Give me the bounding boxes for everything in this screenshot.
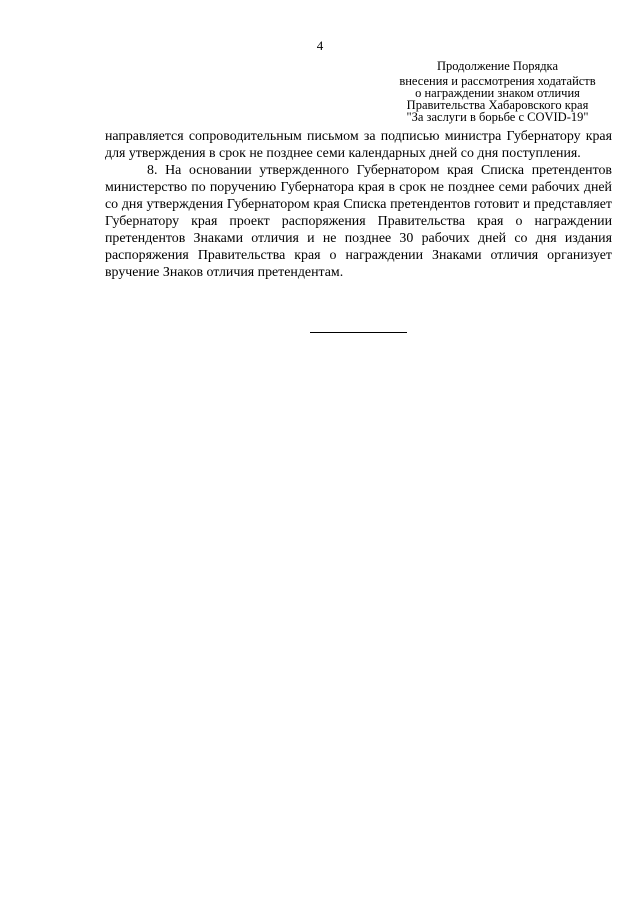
header-line: Правительства Хабаровского края [406, 98, 589, 112]
header-line: Продолжение Порядка [437, 59, 558, 73]
header-line: "За заслуги в борьбе с COVID-19" [406, 110, 589, 124]
paragraph-continuation: направляется сопроводительным письмом за подписью министра Губернатору края для утверждения в срок не позднее семи календарных дней со дня поступления. [105, 129, 612, 161]
page-number: 4 [316, 38, 324, 53]
end-separator-line [310, 332, 407, 333]
paragraph-8: 8. На основании утвержденного Губернатором края Списка претендентов министерство по поручению Губернатора края в срок не позднее семи рабочих дней со дня утверждения Губернатором края Списка претендентов готовит и представляет Губернатору края проект распоряжения Правительства края о награждении претендентов Знаками отличия и не позднее 30 рабочих дней со дня издания распоряжения Правительства края о награждении Знаками отличия организует вручение Знаков отличия претендентам. [105, 163, 612, 280]
header-line: внесения и рассмотрения ходатайств [399, 74, 596, 88]
document-header [385, 60, 610, 123]
header-line: о награждении знаком отличия [415, 86, 580, 100]
document-body [105, 128, 612, 281]
